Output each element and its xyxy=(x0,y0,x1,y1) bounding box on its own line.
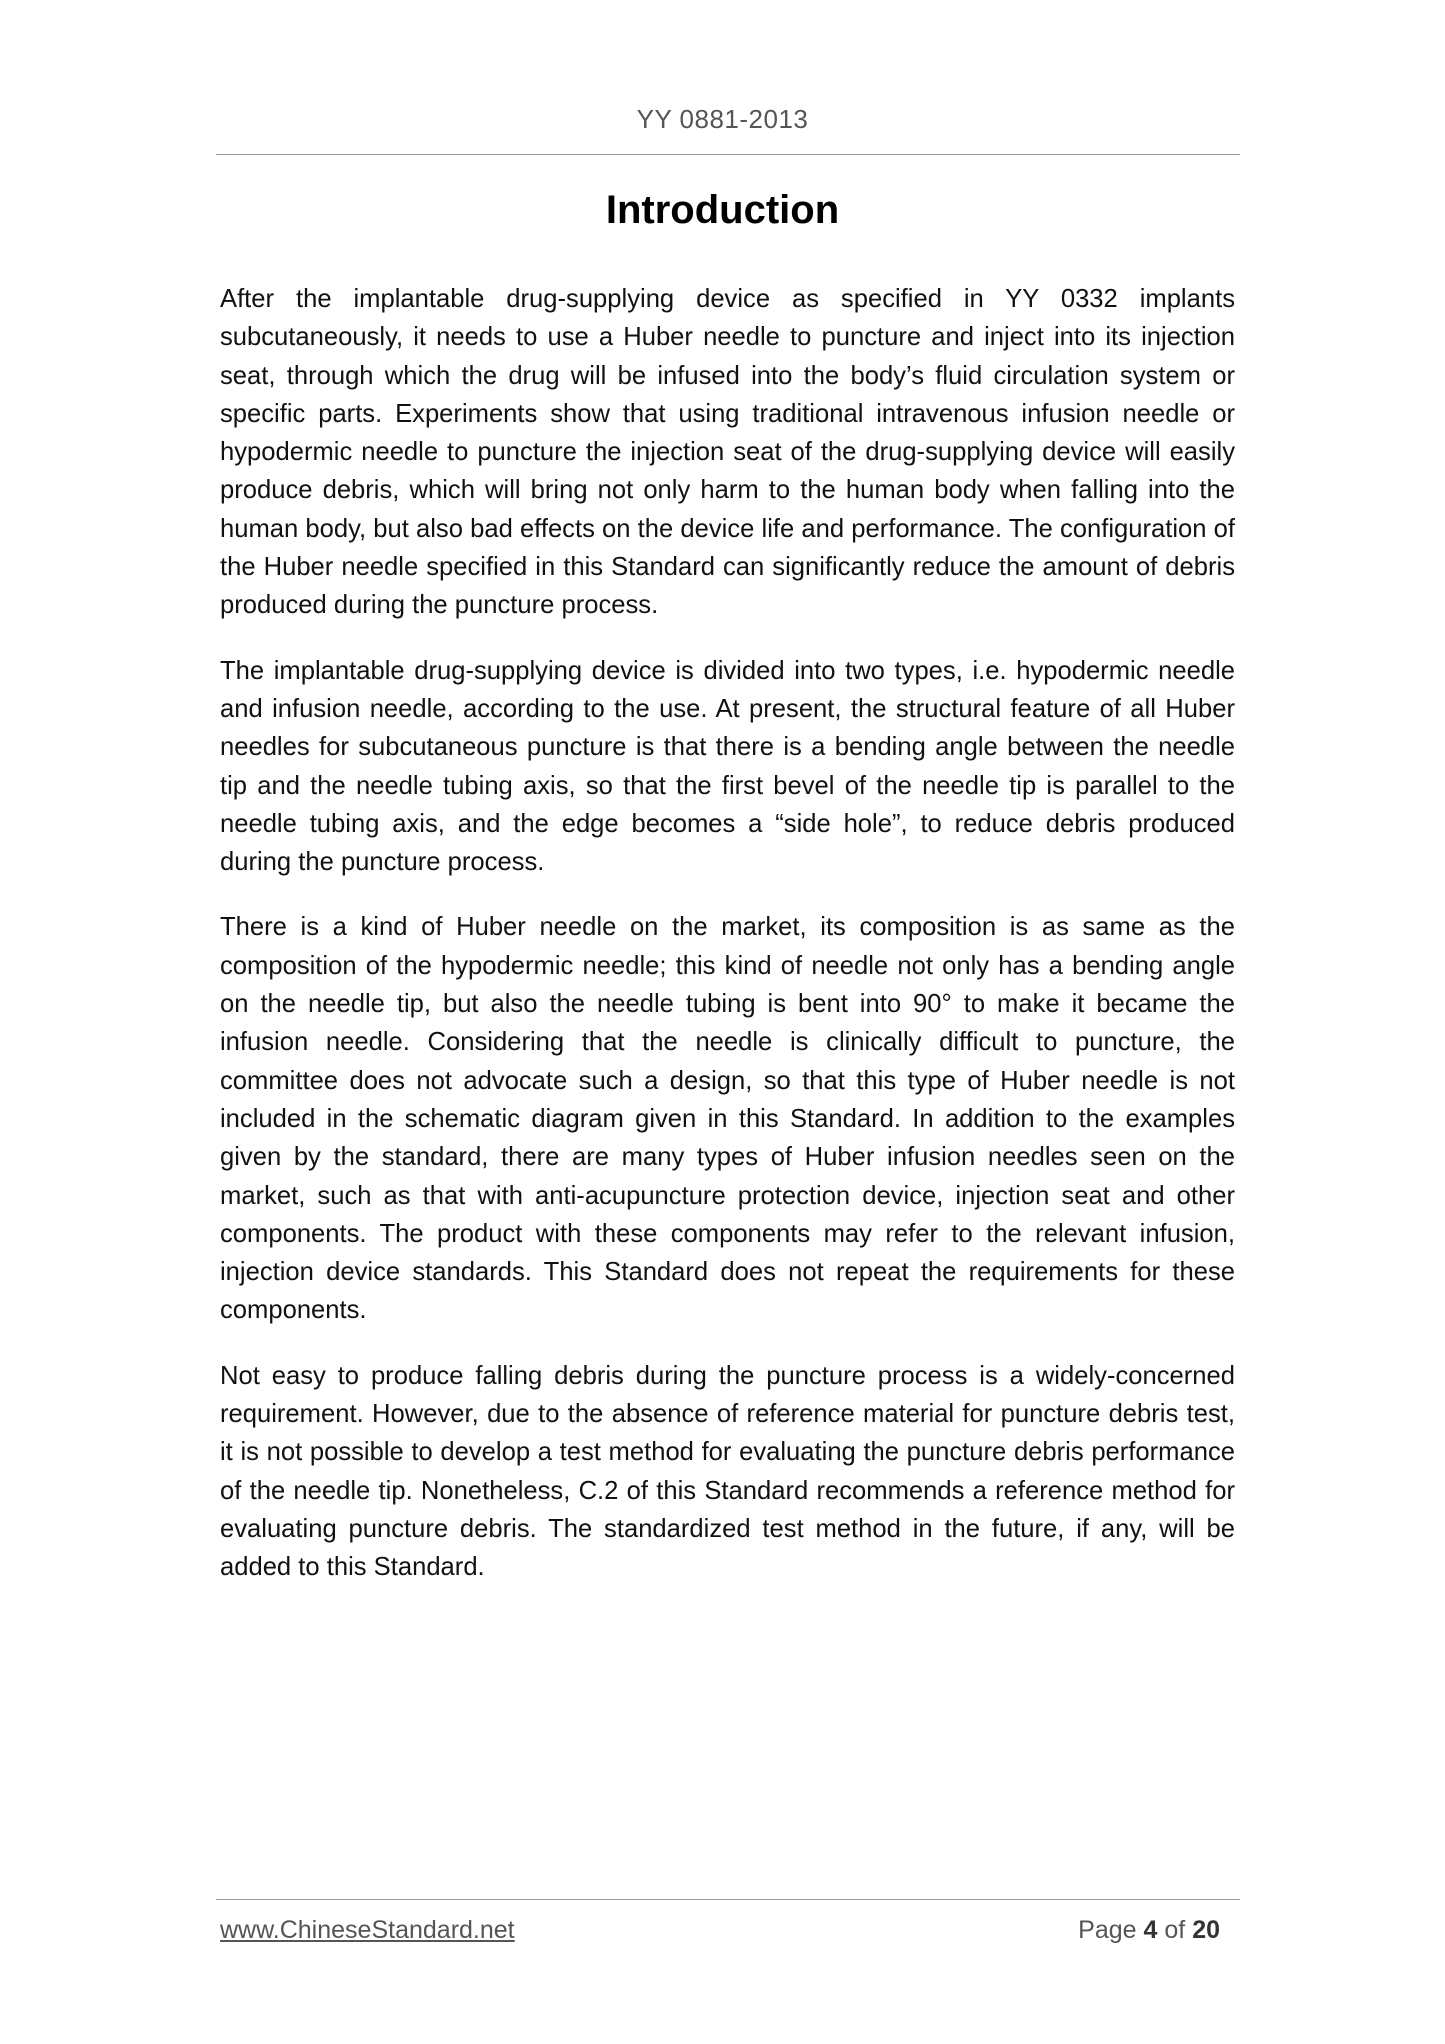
website-link[interactable]: www.ChineseStandard.net xyxy=(220,1916,515,1944)
header-divider xyxy=(216,154,1240,155)
document-id-header: YY 0881-2013 xyxy=(636,104,809,134)
paragraph-3: There is a kind of Huber needle on the market, its composition is as same as the composition of the hypodermic needle; this kind of needle not only has a bending angle on the needle tip, but also the needle tubing is bent into 90° to make it became the infusion needle. Considering that the needle is clinically difficult to puncture, the committee does not advocate such a design, so that this type of Huber needle is not included in the schematic diagram given in this Standard. In addition to the examples given by the standard, there are many types of Huber infusion needles seen on the market, such as that with anti-acupuncture protection device, injection seat and other components. The product with these components may refer to the relevant infusion, injection device standards. This Standard does not repeat the requirements for these components. xyxy=(220,913,1235,1325)
footer-divider xyxy=(216,1899,1240,1900)
page-title: Introduction xyxy=(605,188,840,232)
page-label: Page xyxy=(1078,1916,1137,1944)
paragraph-4: Not easy to produce falling debris during the puncture process is a widely-concerned requirement. However, due to the absence of reference material for puncture debris test, it is not possible to develop a test method for evaluating the puncture debris performance of the needle tip. Nonetheless, C.2 of this Standard recommends a reference method for evaluating puncture debris. The standardized test method in the future, if any, will be added to this Standard. xyxy=(220,1361,1235,1582)
page-counter xyxy=(1078,1916,1220,1945)
body-text xyxy=(220,280,1235,1614)
paragraph-2: The implantable drug-supplying device is divided into two types, i.e. hypodermic needle and infusion needle, according to the use. At present, the structural feature of all Huber needles for subcutaneous puncture is that there is a bending angle between the needle tip and the needle tubing axis, so that the first bevel of the needle tip is parallel to the needle tubing axis, and the edge becomes a “side hole”, to reduce debris produced during the puncture process. xyxy=(220,656,1235,877)
page-total: 20 xyxy=(1192,1916,1220,1944)
paragraph-1: After the implantable drug-supplying device as specified in YY 0332 implants subcutaneously, it needs to use a Huber needle to puncture and inject into its injection seat, through which the drug will be infused into the body’s fluid circulation system or specific parts. Experiments show that using traditional intravenous infusion needle or hypodermic needle to puncture the injection seat of the drug-supplying device will easily produce debris, which will bring not only harm to the human body when falling into the human body, but also bad effects on the device life and performance. The configuration of the Huber needle specified in this Standard can significantly reduce the amount of debris produced during the puncture process. xyxy=(220,285,1235,620)
page-current: 4 xyxy=(1143,1916,1158,1944)
page-of: of xyxy=(1164,1916,1186,1944)
